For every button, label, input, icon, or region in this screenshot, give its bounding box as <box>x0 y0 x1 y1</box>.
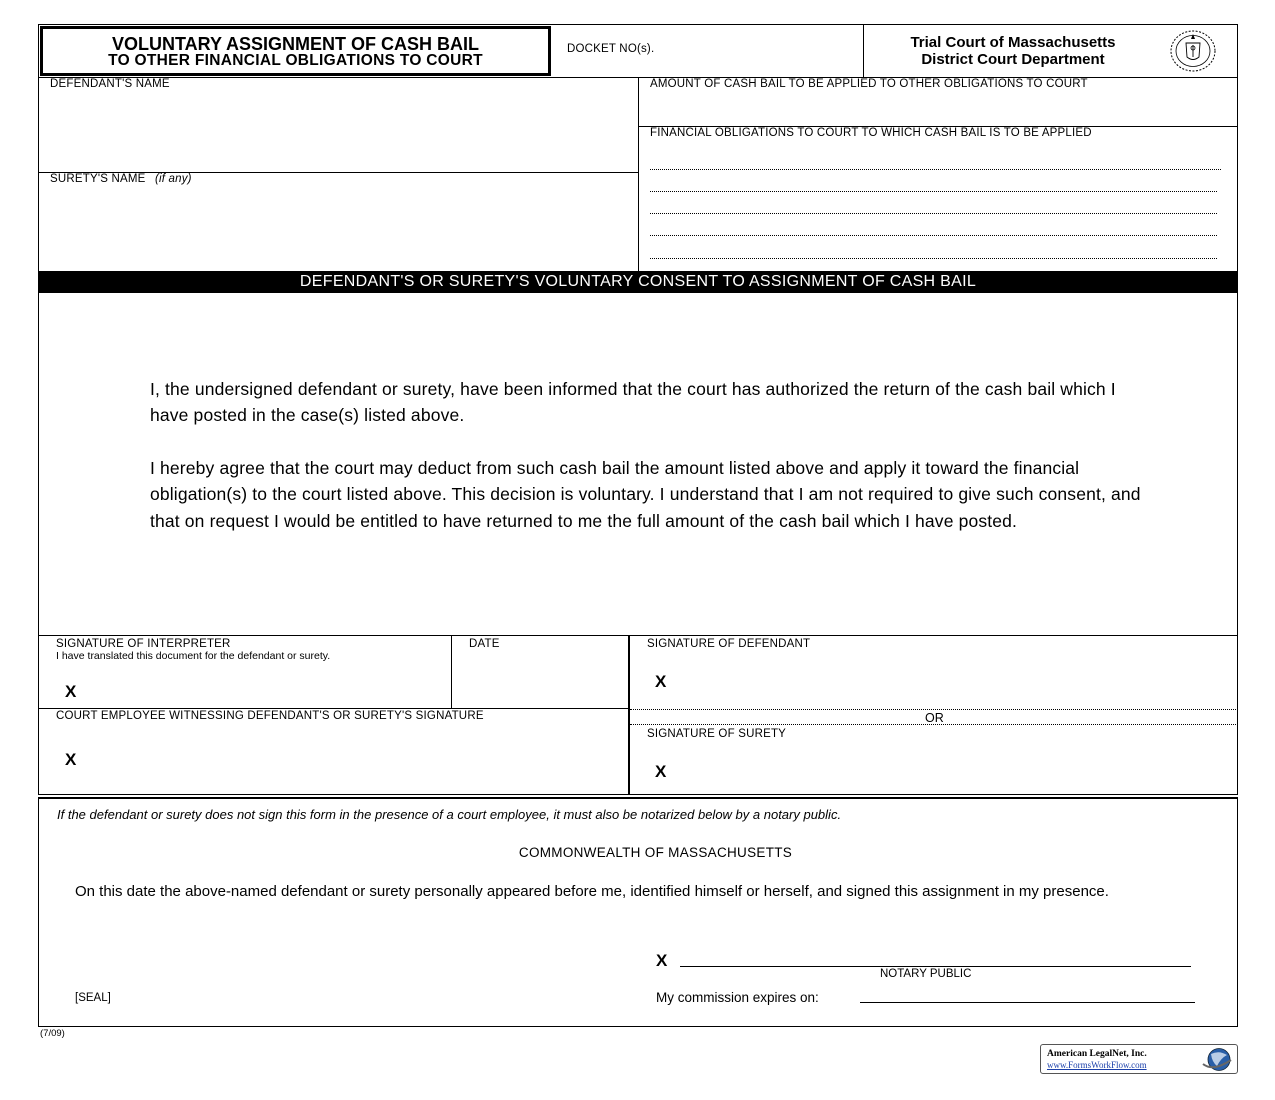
interpreter-note: I have translated this document for the defendant or surety. <box>56 650 331 662</box>
date-label: DATE <box>469 638 500 650</box>
defendant-x-mark: X <box>655 672 667 691</box>
header-divider <box>863 24 864 78</box>
globe-icon <box>1199 1046 1235 1073</box>
commission-label: My commission expires on: <box>656 990 819 1005</box>
date-field[interactable] <box>455 654 625 704</box>
obligation-line-5[interactable] <box>650 258 1217 259</box>
interpreter-x-mark: X <box>65 682 77 701</box>
info-divider <box>638 78 639 271</box>
defendant-signature-field[interactable] <box>680 660 1230 705</box>
surety-name-label <box>50 173 192 185</box>
notary-public-label: NOTARY PUBLIC <box>880 968 972 980</box>
defendant-name-label: DEFENDANT'S NAME <box>50 78 170 90</box>
court-line-1: Trial Court of Massachusetts <box>910 34 1116 51</box>
interpreter-label: SIGNATURE OF INTERPRETER <box>56 638 231 650</box>
form-date: (7/09) <box>40 1028 65 1039</box>
surety-signature-field[interactable] <box>680 748 1230 792</box>
interpreter-signature-field[interactable] <box>88 670 443 704</box>
or-line-top <box>630 709 1238 710</box>
notary-section <box>38 797 1238 1027</box>
defendant-name-field[interactable] <box>40 93 636 171</box>
surety-x-mark: X <box>655 762 667 781</box>
notary-notice: If the defendant or surety does not sign this form in the presence of a court employee, it must also be notarized below by a notary public. <box>57 807 842 822</box>
brand-name: American LegalNet, Inc. <box>1047 1049 1147 1059</box>
state-seal-icon <box>1168 29 1218 73</box>
witness-divider <box>38 708 629 709</box>
commission-expiry-line[interactable] <box>860 1002 1195 1003</box>
surety-name-note: (if any) <box>154 173 192 185</box>
docket-label: DOCKET NO(s). <box>567 43 655 55</box>
obligation-line-2[interactable] <box>650 191 1217 192</box>
brand-url[interactable]: www.FormsWorkFlow.com <box>1047 1060 1147 1070</box>
court-employee-label: COURT EMPLOYEE WITNESSING DEFENDANT'S OR SURETY'S SIGNATURE <box>56 710 484 722</box>
court-employee-signature-field[interactable] <box>88 740 618 790</box>
obligation-line-4[interactable] <box>650 235 1217 236</box>
obligation-line-1[interactable] <box>650 169 1221 170</box>
signature-divider <box>628 635 630 795</box>
title-line-2: TO OTHER FINANCIAL OBLIGATIONS TO COURT <box>108 52 483 69</box>
date-divider <box>451 635 452 709</box>
or-label: OR <box>925 711 944 725</box>
court-line-2: District Court Department <box>921 51 1105 68</box>
amount-label: AMOUNT OF CASH BAIL TO BE APPLIED TO OTHER OBLIGATIONS TO COURT <box>650 78 1088 90</box>
title-line-1: VOLUNTARY ASSIGNMENT OF CASH BAIL <box>111 34 479 54</box>
notary-statement: On this date the above-named defendant or surety personally appeared before me, identified himself or herself, and signed this assignment in my presence. <box>75 883 1109 900</box>
defendant-signature-label: SIGNATURE OF DEFENDANT <box>647 638 811 650</box>
notary-signature-line[interactable] <box>680 966 1191 967</box>
brand-badge <box>1040 1044 1238 1074</box>
obligations-label: FINANCIAL OBLIGATIONS TO COURT TO WHICH CASH BAIL IS TO BE APPLIED <box>650 127 1092 139</box>
court-name <box>868 34 1158 68</box>
consent-heading: DEFENDANT'S OR SURETY'S VOLUNTARY CONSENT TO ASSIGNMENT OF CASH BAIL <box>38 271 1238 293</box>
surety-name-text: SURETY'S NAME <box>50 173 146 185</box>
form-title <box>40 26 551 76</box>
surety-name-field[interactable] <box>40 188 636 270</box>
notary-x-mark: X <box>656 951 668 970</box>
amount-field[interactable] <box>640 93 1236 125</box>
consent-paragraph-1: I, the undersigned defendant or surety, have been informed that the court has authorized the return of the cash bail which I have posted in the case(s) listed above. <box>150 379 1116 426</box>
surety-signature-label: SIGNATURE OF SURETY <box>647 728 787 740</box>
commonwealth-text: COMMONWEALTH OF MASSACHUSETTS <box>518 845 793 860</box>
court-employee-x-mark: X <box>65 750 77 769</box>
seal-label: [SEAL] <box>75 992 111 1004</box>
consent-paragraph-2: I hereby agree that the court may deduct from such cash bail the amount listed above and apply it toward the financial obligation(s) to the court listed above. This decision is voluntary. I understand that I am not required to give such consent, and that on request I would be entitled to have returned to me the full amount of the cash bail which I have posted. <box>150 458 1141 531</box>
commonwealth-heading <box>38 845 1273 860</box>
obligation-line-3[interactable] <box>650 213 1217 214</box>
